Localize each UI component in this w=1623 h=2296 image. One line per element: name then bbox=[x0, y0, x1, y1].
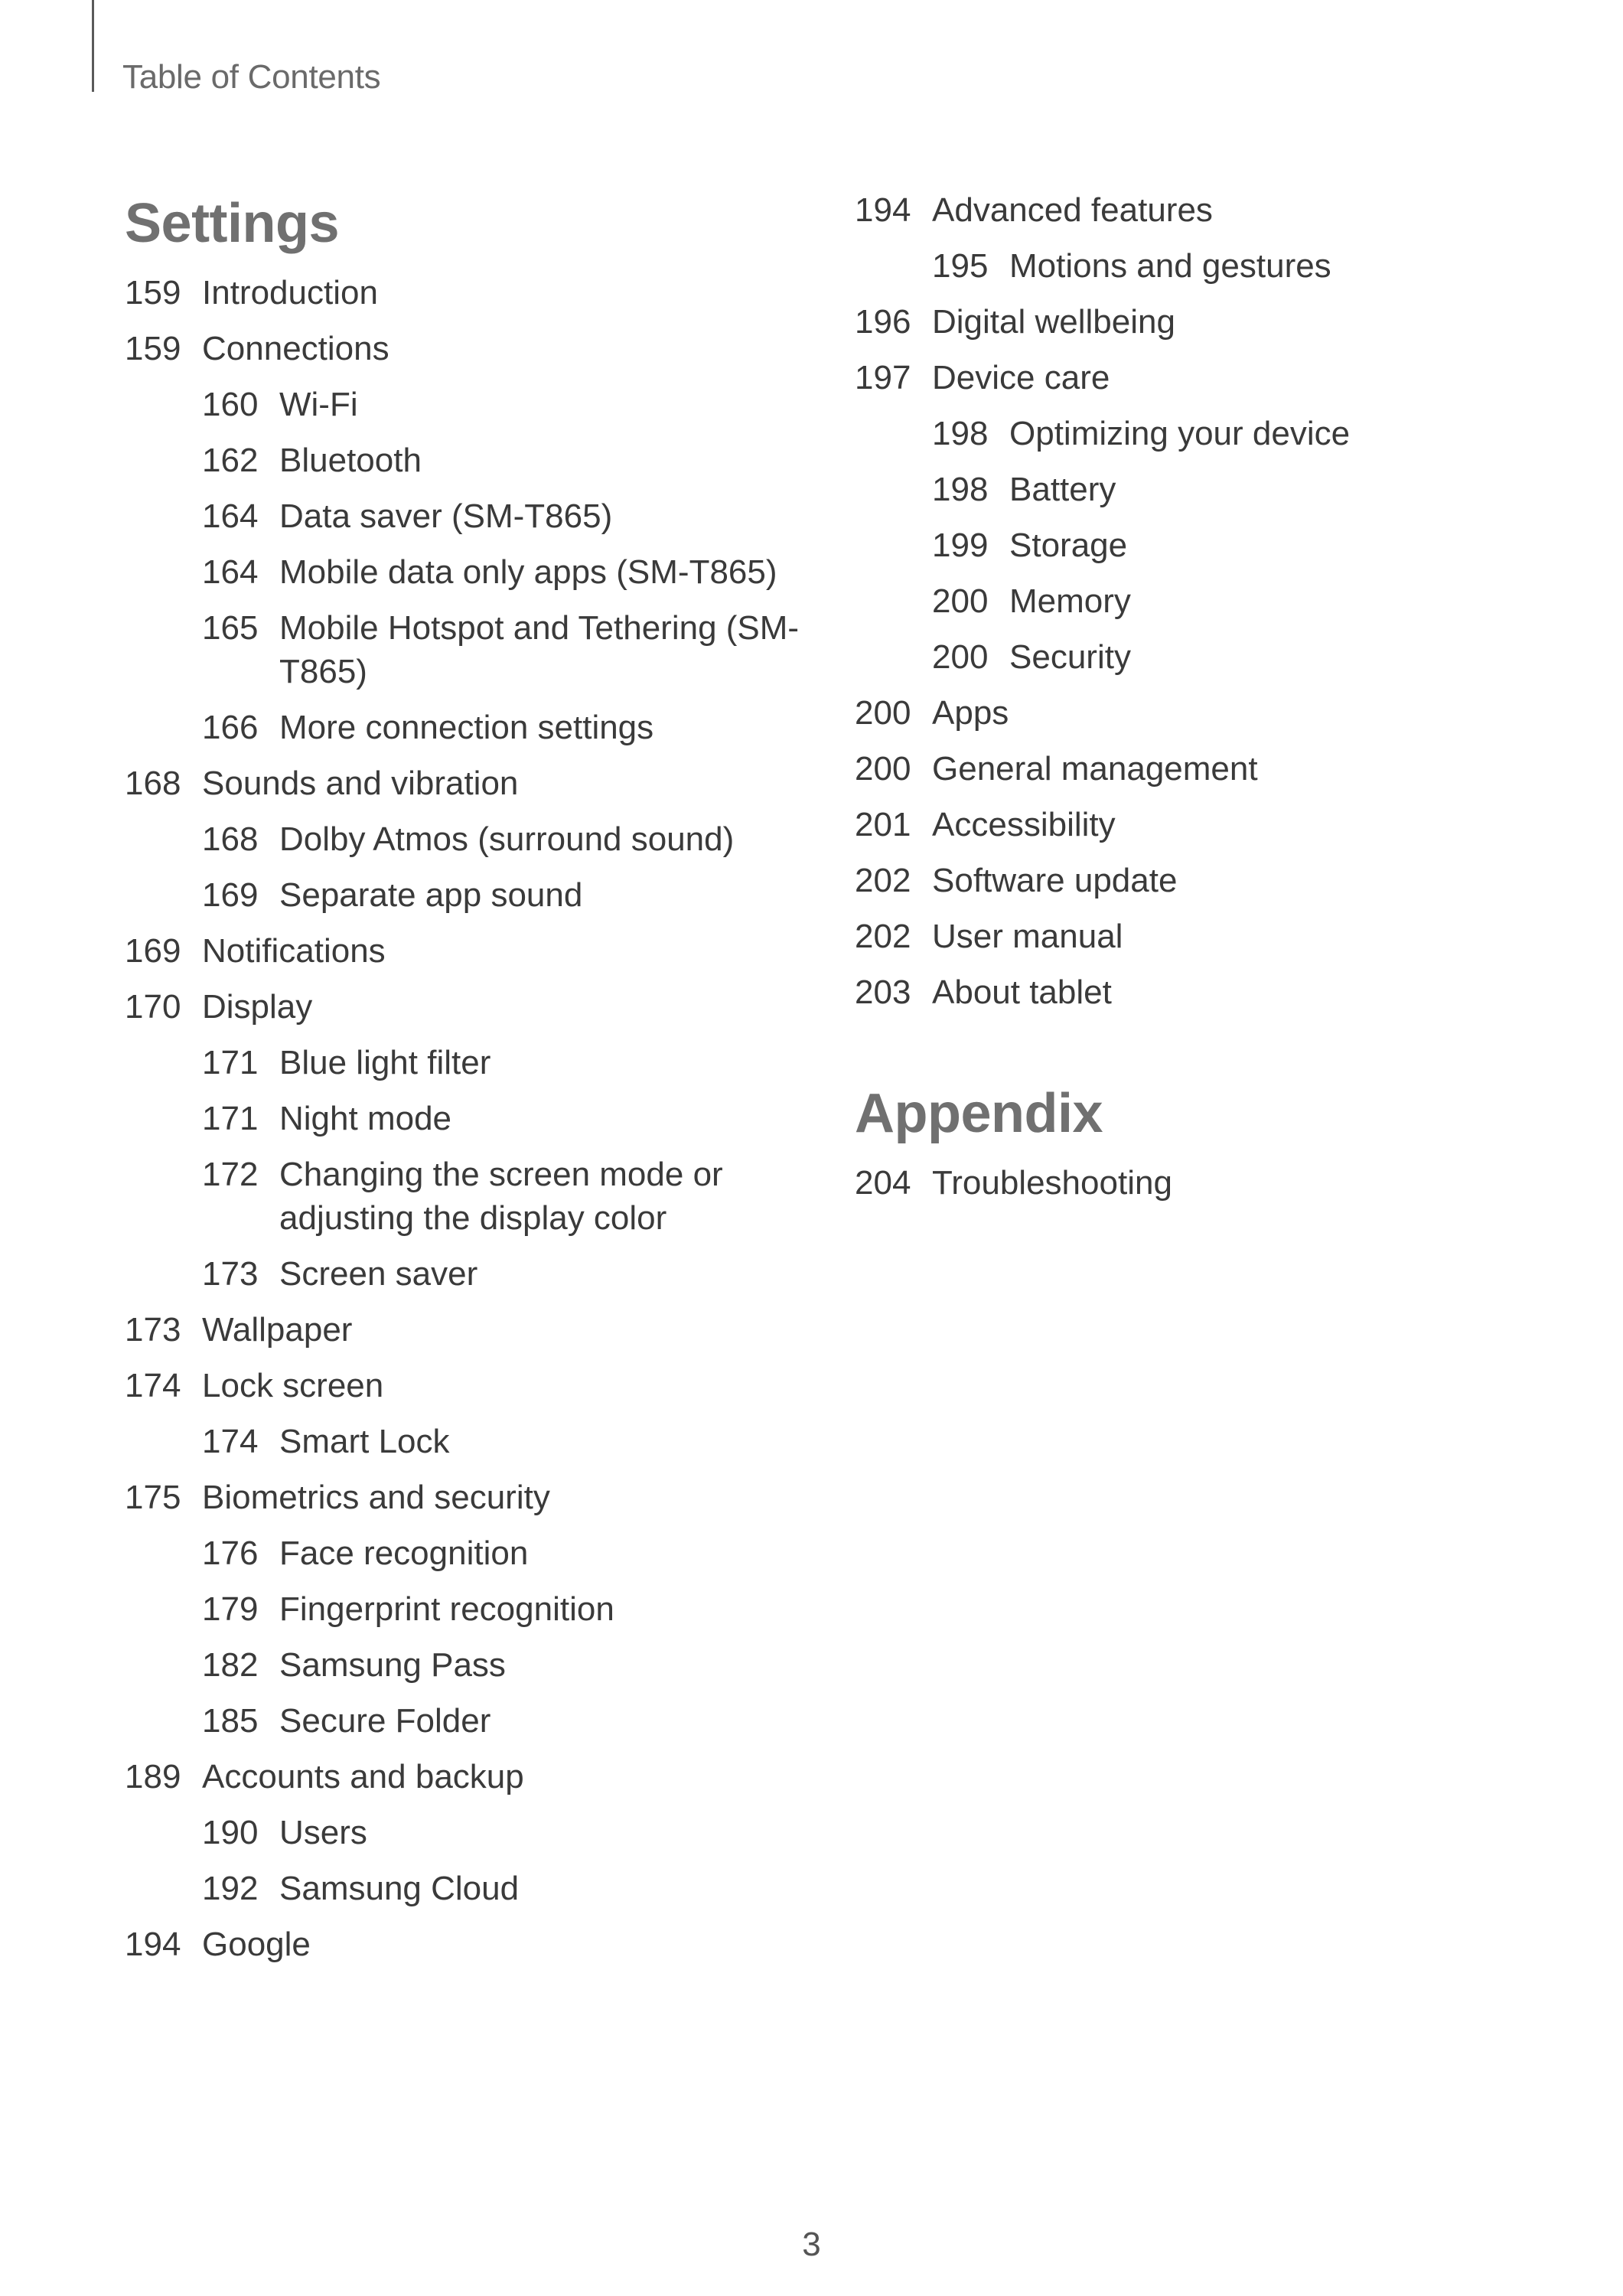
toc-entry-title: General management bbox=[932, 750, 1258, 788]
toc-entry[interactable] bbox=[855, 468, 1582, 511]
toc-entry-title: Software update bbox=[932, 862, 1178, 899]
toc-page-number: 172 bbox=[202, 1156, 259, 1193]
toc-entry[interactable] bbox=[125, 606, 813, 693]
toc-page-number: 176 bbox=[202, 1534, 259, 1572]
toc-entry-title: Samsung Pass bbox=[279, 1646, 506, 1684]
toc-page-number: 170 bbox=[125, 988, 181, 1026]
toc-entry-title: Wi-Fi bbox=[279, 386, 358, 423]
toc-page-number: 202 bbox=[855, 862, 911, 899]
toc-entry[interactable] bbox=[125, 271, 813, 315]
toc-entry[interactable] bbox=[855, 1161, 1582, 1205]
toc-entry-title: Wallpaper bbox=[202, 1311, 353, 1349]
appendix-title: Appendix bbox=[855, 1083, 1103, 1144]
toc-entry-title: Biometrics and security bbox=[202, 1479, 550, 1516]
toc-entry-title: Changing the screen mode or adjusting the display color bbox=[279, 1156, 723, 1237]
toc-entry-title: Mobile Hotspot and Tethering (SM-T865) bbox=[279, 609, 800, 690]
toc-entry[interactable] bbox=[125, 1420, 813, 1463]
toc-page-number: 200 bbox=[932, 638, 989, 676]
toc-entry-title: Blue light filter bbox=[279, 1044, 491, 1081]
toc-entry[interactable] bbox=[855, 356, 1582, 400]
toc-page-number: 160 bbox=[202, 386, 259, 423]
toc-page-number: 171 bbox=[202, 1044, 259, 1081]
toc-entry-title: Lock screen bbox=[202, 1367, 384, 1404]
toc-entry[interactable] bbox=[855, 803, 1582, 846]
toc-page-number: 198 bbox=[932, 471, 989, 508]
toc-entry-title: Mobile data only apps (SM-T865) bbox=[279, 553, 777, 591]
toc-page-number: 168 bbox=[125, 765, 181, 802]
toc-page-number: 192 bbox=[202, 1870, 259, 1907]
toc-page-number: 194 bbox=[855, 191, 911, 229]
toc-entry-title: Battery bbox=[1009, 471, 1116, 508]
toc-entry-title: Security bbox=[1009, 638, 1131, 676]
toc-entry-title: Sounds and vibration bbox=[202, 765, 519, 802]
toc-page-number: 200 bbox=[932, 582, 989, 620]
toc-entry-title: Connections bbox=[202, 330, 389, 367]
toc-entry[interactable] bbox=[855, 635, 1582, 679]
toc-page-number: 173 bbox=[125, 1311, 181, 1349]
toc-page-number: 169 bbox=[125, 932, 181, 970]
toc-entry[interactable] bbox=[125, 1476, 813, 1519]
toc-entry[interactable] bbox=[125, 1308, 813, 1352]
toc-page-number: 196 bbox=[855, 303, 911, 341]
toc-entry-title: Troubleshooting bbox=[932, 1164, 1172, 1202]
toc-page-number: 195 bbox=[932, 247, 989, 285]
toc-page-number: 189 bbox=[125, 1758, 181, 1795]
toc-entry[interactable] bbox=[125, 929, 813, 973]
toc-entry[interactable] bbox=[125, 706, 813, 749]
toc-page-number: 175 bbox=[125, 1479, 181, 1516]
toc-entry-title: Accessibility bbox=[932, 806, 1116, 843]
toc-entry-title: Google bbox=[202, 1926, 311, 1963]
toc-entry[interactable] bbox=[855, 579, 1582, 623]
toc-entry[interactable] bbox=[125, 1811, 813, 1854]
toc-entry[interactable] bbox=[125, 1867, 813, 1910]
toc-entry[interactable] bbox=[125, 1531, 813, 1575]
toc-page-number: 197 bbox=[855, 359, 911, 396]
toc-entry[interactable] bbox=[855, 915, 1582, 958]
toc-entry-title: Accounts and backup bbox=[202, 1758, 524, 1795]
toc-entry[interactable] bbox=[125, 1699, 813, 1743]
toc-entry-title: Data saver (SM-T865) bbox=[279, 497, 613, 535]
toc-page-number: 204 bbox=[855, 1164, 911, 1202]
toc-entry-title: Apps bbox=[932, 694, 1009, 732]
toc-entry-title: Storage bbox=[1009, 527, 1128, 564]
toc-page-number: 199 bbox=[932, 527, 989, 564]
toc-entry-title: Screen saver bbox=[279, 1255, 478, 1293]
toc-entry[interactable] bbox=[125, 494, 813, 538]
toc-page-number: 202 bbox=[855, 918, 911, 955]
header-rule bbox=[92, 0, 94, 92]
toc-entry[interactable] bbox=[125, 762, 813, 805]
toc-page-number: 194 bbox=[125, 1926, 181, 1963]
toc-page-number: 173 bbox=[202, 1255, 259, 1293]
toc-entry[interactable] bbox=[855, 970, 1582, 1014]
toc-entry-title: About tablet bbox=[932, 974, 1112, 1011]
toc-entry[interactable] bbox=[125, 1923, 813, 1966]
toc-page-number: 201 bbox=[855, 806, 911, 843]
toc-page-number: 174 bbox=[125, 1367, 181, 1404]
header-title: Table of Contents bbox=[122, 58, 381, 96]
right-column bbox=[855, 188, 1582, 1217]
toc-page-number: 166 bbox=[202, 709, 259, 746]
toc-entry-title: Dolby Atmos (surround sound) bbox=[279, 820, 735, 858]
toc-entry[interactable] bbox=[125, 1587, 813, 1631]
toc-page-number: 162 bbox=[202, 442, 259, 479]
toc-page-number: 164 bbox=[202, 497, 259, 535]
toc-entry[interactable] bbox=[125, 383, 813, 426]
toc-page-number: 168 bbox=[202, 820, 259, 858]
settings-column bbox=[125, 190, 813, 1978]
toc-entry-title: Introduction bbox=[202, 274, 378, 311]
toc-entry-title: Secure Folder bbox=[279, 1702, 491, 1740]
toc-entry[interactable] bbox=[855, 691, 1582, 735]
settings-right-list bbox=[855, 188, 1582, 1014]
toc-entry[interactable] bbox=[855, 188, 1582, 232]
toc-entry-title: Advanced features bbox=[932, 191, 1213, 229]
toc-page-number: 185 bbox=[202, 1702, 259, 1740]
toc-entry[interactable] bbox=[125, 1097, 813, 1140]
toc-entry-title: Optimizing your device bbox=[1009, 415, 1351, 452]
toc-entry[interactable] bbox=[125, 327, 813, 370]
toc-entry-title: User manual bbox=[932, 918, 1123, 955]
toc-entry[interactable] bbox=[125, 1364, 813, 1407]
toc-page-number: 200 bbox=[855, 694, 911, 732]
toc-entry-title: Motions and gestures bbox=[1009, 247, 1331, 285]
toc-entry-title: Face recognition bbox=[279, 1534, 529, 1572]
toc-entry-title: Night mode bbox=[279, 1100, 452, 1137]
toc-entry[interactable] bbox=[855, 747, 1582, 791]
toc-page-number: 164 bbox=[202, 553, 259, 591]
toc-entry-title: More connection settings bbox=[279, 709, 654, 746]
toc-entry-title: Users bbox=[279, 1814, 367, 1851]
toc-entry[interactable] bbox=[125, 1643, 813, 1687]
toc-page-number: 190 bbox=[202, 1814, 259, 1851]
toc-entry-title: Samsung Cloud bbox=[279, 1870, 520, 1907]
toc-page-number: 174 bbox=[202, 1423, 259, 1460]
toc-entry[interactable] bbox=[855, 523, 1582, 567]
toc-entry[interactable] bbox=[855, 412, 1582, 455]
toc-entry[interactable] bbox=[125, 985, 813, 1029]
toc-entry-title: Separate app sound bbox=[279, 876, 583, 914]
toc-entry-title: Bluetooth bbox=[279, 442, 422, 479]
toc-page-number: 182 bbox=[202, 1646, 259, 1684]
toc-entry-title: Memory bbox=[1009, 582, 1131, 620]
toc-entry-title: Display bbox=[202, 988, 313, 1026]
toc-entry[interactable] bbox=[125, 873, 813, 917]
toc-entry[interactable] bbox=[855, 859, 1582, 902]
page-number: 3 bbox=[802, 2226, 821, 2263]
settings-title: Settings bbox=[125, 193, 340, 254]
toc-entry[interactable] bbox=[855, 300, 1582, 344]
toc-page-number: 169 bbox=[202, 876, 259, 914]
toc-entry-title: Device care bbox=[932, 359, 1110, 396]
toc-page-number: 165 bbox=[202, 609, 259, 647]
toc-page-number: 159 bbox=[125, 274, 181, 311]
toc-entry[interactable] bbox=[125, 1041, 813, 1084]
toc-entry-title: Notifications bbox=[202, 932, 386, 970]
toc-entry[interactable] bbox=[855, 244, 1582, 288]
appendix-list bbox=[855, 1161, 1582, 1205]
toc-entry-title: Smart Lock bbox=[279, 1423, 450, 1460]
toc-entry[interactable] bbox=[125, 1252, 813, 1296]
toc-entry[interactable] bbox=[125, 1755, 813, 1799]
settings-left-list bbox=[125, 271, 813, 1966]
toc-entry[interactable] bbox=[125, 550, 813, 594]
toc-page-number: 179 bbox=[202, 1590, 259, 1628]
toc-page-number: 159 bbox=[125, 330, 181, 367]
toc-page-number: 203 bbox=[855, 974, 911, 1011]
toc-page-number: 171 bbox=[202, 1100, 259, 1137]
toc-page-number: 200 bbox=[855, 750, 911, 788]
toc-entry[interactable] bbox=[125, 817, 813, 861]
toc-entry-title: Fingerprint recognition bbox=[279, 1590, 614, 1628]
toc-page-number: 198 bbox=[932, 415, 989, 452]
toc-entry[interactable] bbox=[125, 439, 813, 482]
toc-entry-title: Digital wellbeing bbox=[932, 303, 1175, 341]
toc-entry[interactable] bbox=[125, 1153, 813, 1240]
